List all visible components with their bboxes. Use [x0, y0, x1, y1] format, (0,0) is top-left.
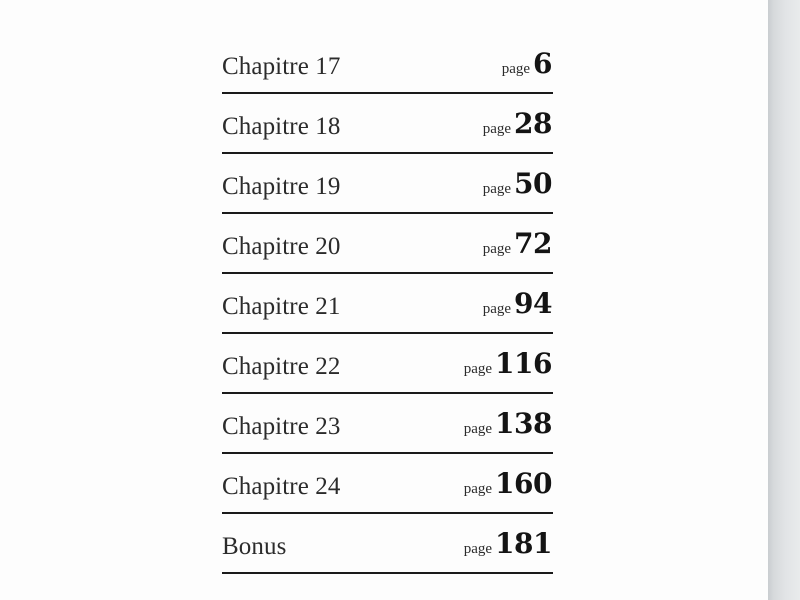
page-number: 6 [533, 47, 552, 80]
page-word: page [482, 181, 512, 197]
toc-entry-chapitre-22[interactable] [222, 334, 553, 394]
page-word: page [482, 121, 512, 137]
toc-entry-chapitre-19[interactable] [222, 154, 553, 214]
page-number: 116 [495, 347, 552, 380]
page-number: 94 [514, 287, 552, 320]
page-word: page [463, 421, 493, 437]
page-word: page [463, 481, 493, 497]
page-number: 160 [495, 467, 552, 500]
page-reference [464, 527, 552, 560]
toc-entry-chapitre-20[interactable] [222, 214, 553, 274]
chapter-title: Chapitre 17 [222, 53, 341, 80]
page-reference [483, 287, 552, 320]
page-word: page [482, 301, 512, 317]
page-number: 72 [514, 227, 552, 260]
page-reference [502, 47, 552, 80]
page-number: 138 [495, 407, 552, 440]
page-reference [483, 227, 552, 260]
page-word: page [501, 61, 531, 77]
chapter-title: Bonus [222, 533, 287, 560]
page-word: page [482, 241, 512, 257]
toc-entry-chapitre-24[interactable] [222, 454, 553, 514]
page-reference [483, 107, 552, 140]
page-number: 28 [514, 107, 552, 140]
chapter-title: Chapitre 23 [222, 413, 341, 440]
page-edge-shadow [768, 0, 800, 600]
toc-entry-chapitre-17[interactable] [222, 34, 553, 94]
chapter-title: Chapitre 20 [222, 233, 341, 260]
chapter-title: Chapitre 21 [222, 293, 341, 320]
page-number: 50 [514, 167, 552, 200]
chapter-title: Chapitre 19 [222, 173, 341, 200]
page-reference [464, 467, 552, 500]
page-word: page [463, 541, 493, 557]
toc-entry-chapitre-23[interactable] [222, 394, 553, 454]
chapter-title: Chapitre 18 [222, 113, 341, 140]
page-number: 181 [495, 527, 552, 560]
chapter-title: Chapitre 24 [222, 473, 341, 500]
toc-entry-chapitre-21[interactable] [222, 274, 553, 334]
page-reference [483, 167, 552, 200]
toc-entry-bonus[interactable] [222, 514, 553, 574]
toc-entry-chapitre-18[interactable] [222, 94, 553, 154]
page-reference [464, 407, 552, 440]
chapter-title: Chapitre 22 [222, 353, 341, 380]
page-word: page [463, 361, 493, 377]
page-reference [464, 347, 552, 380]
table-of-contents [222, 34, 553, 574]
